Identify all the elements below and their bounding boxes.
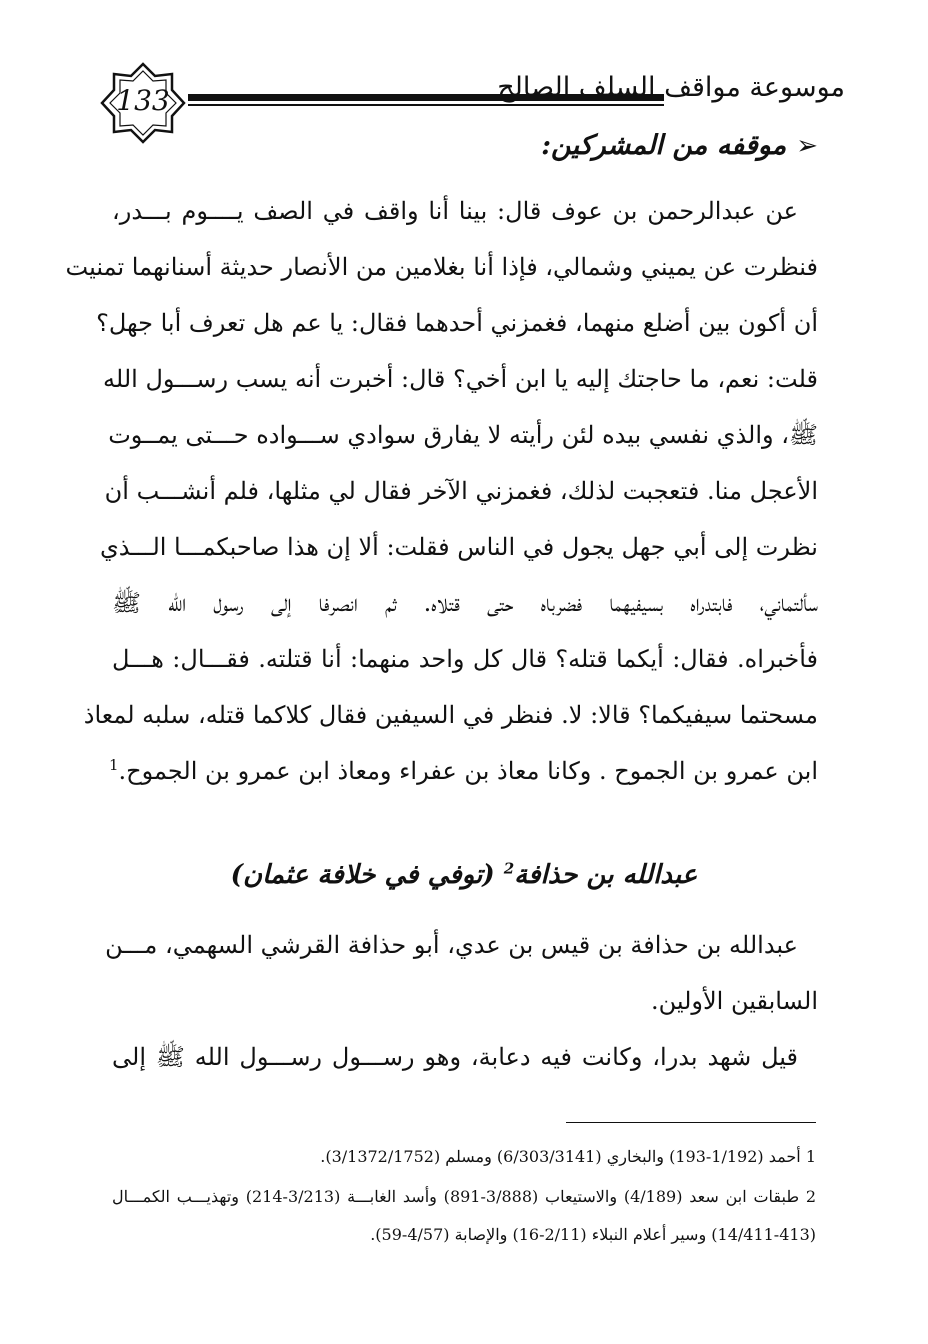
footnote-line: 2 طبقات ابن سعد (4/189) والاستيعاب (3/888-891) وأسد الغابـــة (3/213-214) وتهذيـــب الكمـــال — [112, 1187, 817, 1206]
paragraph-line — [108, 746, 818, 796]
footnote-line: 1 أحمد (1/192-193) والبخاري (6/303/3141) ومسلم (3/1372/1752). — [320, 1147, 816, 1166]
paragraph-line: قلت: نعم، ما حاجتك إليه يا ابن أخي؟ قال: أخبرت أنه يسب رســـول الله — [103, 365, 818, 393]
paragraph-line: ﷺ، والذي نفسي بيده لئن رأيته لا يفارق سوادي ســـواده حـــتى يمــوت — [108, 421, 818, 449]
paragraph-line: قيل شهد بدرا، وكانت فيه دعابة، وهو رســـول رســـول الله ﷺ إلى — [112, 1043, 798, 1071]
footnote-line: (14/411-413) وسير أعلام النبلاء (2/11-16) والإصابة (4/57-59). — [370, 1225, 816, 1244]
section-heading-text: موقفه من المشركين: — [541, 130, 787, 161]
biography-note: (توفي في خلافة عثمان) — [230, 860, 495, 890]
paragraph-line: فنظرت عن يميني وشمالي، فإذا أنا بغلامين من الأنصار حديثة أسنانهما تمنيت — [65, 253, 818, 281]
paragraph-line: فأخبراه. فقال: أيكما قتله؟ قال كل واحد منهما: أنا قتلته. فقـــال: هـــل — [112, 645, 819, 673]
footnote-divider — [566, 1122, 816, 1123]
paragraph-line: مسحتما سيفيكما؟ قالا: لا. فنظر في السيفين فقال كلاكما قتله، سلبه لمعاذ — [83, 701, 818, 729]
footnote-ref[interactable]: 2 — [503, 859, 515, 878]
paragraph-line: الأعجل منا. فتعجبت لذلك، فغمزني الآخر فقال لي مثلها، فلم أنشـــب أن — [104, 477, 818, 505]
footnote-ref[interactable]: 1 — [108, 756, 119, 774]
paragraph-line: نظرت إلى أبي جهل يجول في الناس فقلت: ألا إن هذا صاحبكمـــا الـــذي — [99, 533, 818, 561]
paragraph-line: أن أكون بين أضلع منهما، فغمزني أحدهما فقال: يا عم هل تعرف أبا جهل؟ — [96, 309, 818, 337]
paragraph-line: السابقين الأولين. — [650, 987, 818, 1015]
biography-heading — [180, 860, 748, 910]
series-title: موسوعة مواقف السلف الصالح — [497, 72, 845, 103]
paragraph-line: عبدالله بن حذافة بن قيس بن عدي، أبو حذافة القرشي السهمي، مـــن — [105, 931, 798, 959]
arrow-left-icon: ➢ — [796, 131, 818, 161]
paragraph-line-text: ابن عمرو بن الجموح . وكانا معاذ بن عفراء ومعاذ ابن عمرو بن الجموح. — [118, 757, 818, 785]
paragraph-line: سألتماني، فابتدراه بسيفيهما فضرباه حتى قتلاه. ثم انصرفا إلى رسول الله ﷺ — [112, 589, 818, 617]
page-number-badge — [100, 62, 186, 144]
page-number: 133 — [116, 84, 170, 117]
section-heading — [458, 130, 818, 178]
paragraph-line: عن عبدالرحمن بن عوف قال: بينا أنا واقف في الصف يــــوم بـــدر، — [112, 197, 798, 225]
biography-name: عبدالله بن حذافة — [514, 860, 698, 890]
